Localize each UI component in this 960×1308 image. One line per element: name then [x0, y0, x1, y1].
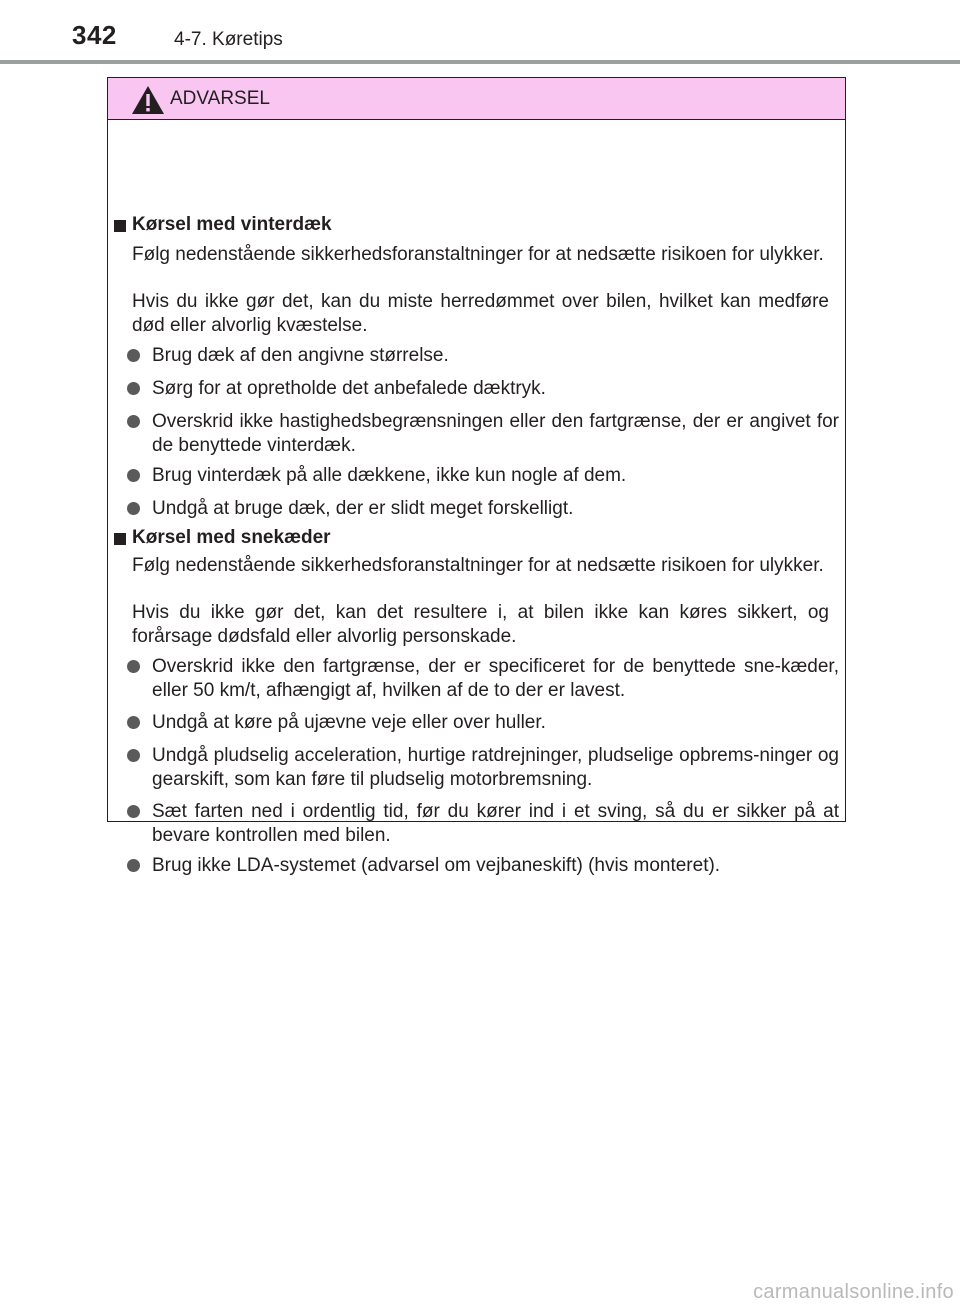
warning-triangle-icon: [131, 85, 165, 115]
square-bullet-icon: [114, 220, 126, 232]
list-item: [127, 744, 839, 791]
watermark: carmanualsonline.info: [753, 1281, 954, 1303]
bullet-dot-icon: [127, 660, 140, 673]
list-item-text: Sørg for at opretholde det anbefalede dæktryk.: [152, 378, 546, 399]
page-header: [0, 0, 960, 60]
list-item: [127, 854, 839, 878]
bullet-dot-icon: [127, 859, 140, 872]
list-item-text: Undgå pludselig acceleration, hurtige ratdrejninger, pludselige opbrems-ninger og gearskift, som kan føre til pludselig motorbremsning.: [152, 745, 839, 790]
page-number: 342: [72, 20, 117, 50]
warning-box: [107, 77, 846, 876]
paragraph: Følg nedenstående sikkerhedsforanstaltninger for at nedsætte risikoen for ulykker.: [132, 555, 824, 576]
list-item: [127, 410, 839, 457]
list-item: [127, 655, 839, 702]
bullet-dot-icon: [127, 502, 140, 515]
list-item: [127, 497, 839, 521]
section-heading-text: Kørsel med snekæder: [132, 527, 331, 548]
warning-label: ADVARSEL: [170, 88, 270, 109]
list-item: [127, 464, 839, 488]
section-heading-text: Kørsel med vinterdæk: [132, 214, 332, 235]
bullet-dot-icon: [127, 716, 140, 729]
list-item-text: Brug ikke LDA-systemet (advarsel om vejbaneskift) (hvis monteret).: [152, 855, 721, 876]
paragraph: Hvis du ikke gør det, kan det resultere i, at bilen ikke kan køres sikkert, og forårsage dødsfald eller alvorlig personskade.: [132, 602, 829, 647]
list-item: [127, 344, 839, 368]
bullet-dot-icon: [127, 382, 140, 395]
list-item: [127, 711, 839, 735]
list-item-text: Brug vinterdæk på alle dækkene, ikke kun nogle af dem.: [152, 465, 627, 486]
list-item-text: Sæt farten ned i ordentlig tid, før du kører ind i et sving, så du er sikker på at bevare kontrollen med bilen.: [152, 801, 839, 846]
bullet-dot-icon: [127, 805, 140, 818]
bullet-dot-icon: [127, 415, 140, 428]
warning-header: [108, 78, 845, 120]
list-item-text: Undgå at køre på ujævne veje eller over huller.: [152, 712, 546, 733]
section-title: 4-7. Køretips: [174, 29, 283, 50]
bullet-dot-icon: [127, 349, 140, 362]
list-item-text: Brug dæk af den angivne størrelse.: [152, 345, 449, 366]
bullet-dot-icon: [127, 469, 140, 482]
paragraph: Følg nedenstående sikkerhedsforanstaltninger for at nedsætte risikoen for ulykker.: [132, 244, 824, 265]
square-bullet-icon: [114, 533, 126, 545]
list-item: [127, 800, 839, 847]
paragraph: Hvis du ikke gør det, kan du miste herredømmet over bilen, hvilket kan medføre død eller alvorlig kvæstelse.: [132, 291, 829, 336]
list-item-text: Overskrid ikke den fartgrænse, der er specificeret for de benyttede sne-kæder, eller 50 km/t, afhængigt af, hvilken af de to der er lavest.: [152, 656, 839, 701]
header-rule: [0, 60, 960, 64]
list-item: [127, 377, 839, 401]
list-item-text: Overskrid ikke hastighedsbegrænsningen eller den fartgrænse, der er angivet for de benyttede vinterdæk.: [152, 411, 839, 456]
section-heading-snow-chains: [114, 526, 331, 550]
section-heading-winter-tires: [114, 213, 332, 237]
list-item-text: Undgå at bruge dæk, der er slidt meget forskelligt.: [152, 498, 574, 519]
bullet-dot-icon: [127, 749, 140, 762]
